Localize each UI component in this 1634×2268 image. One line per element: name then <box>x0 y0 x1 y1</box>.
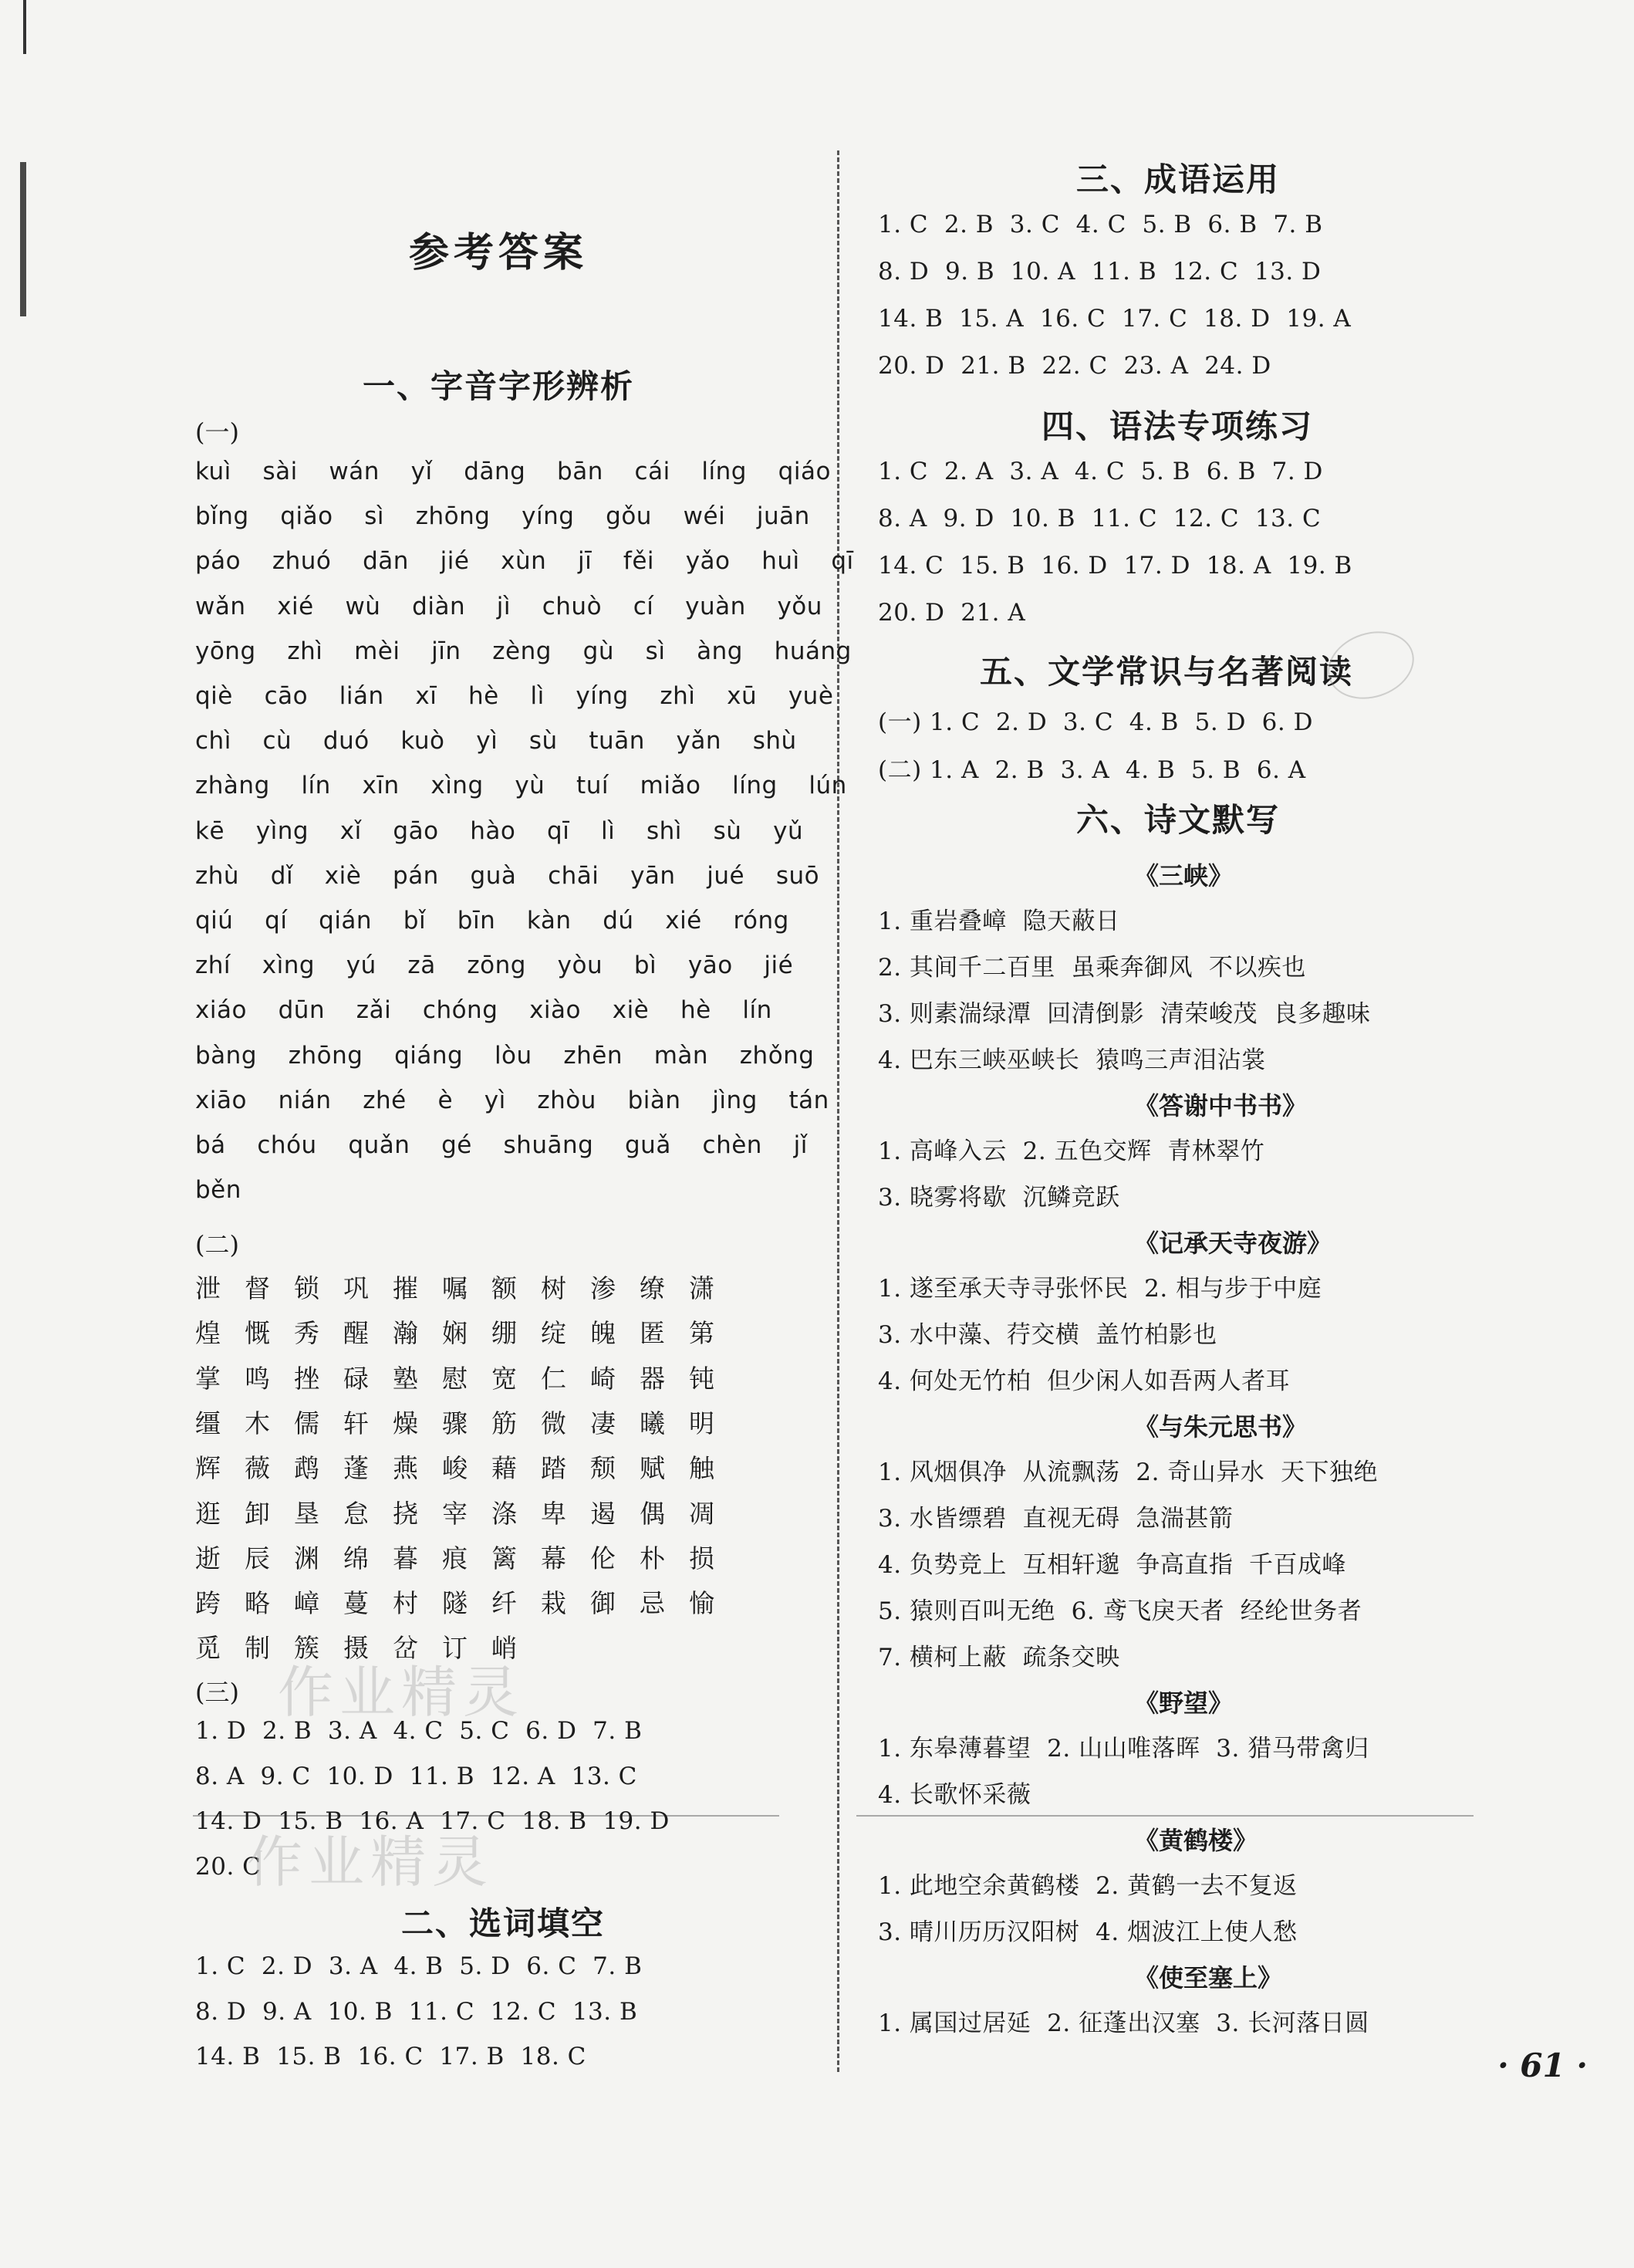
scan-line <box>856 1815 1474 1817</box>
poem-answer-line: 1. 风烟俱净 从流飘荡 2. 奇山异水 天下独绝 <box>878 1458 1378 1486</box>
subsection-label: (二) <box>195 1230 239 1259</box>
poem-answer-line: 7. 横柯上蔽 疏条交映 <box>878 1644 1120 1671</box>
page-title: 参考答案 <box>409 229 589 276</box>
poem-title: 《使至塞上》 <box>1134 1963 1283 1993</box>
subsection-label: (三) <box>195 1678 239 1707</box>
answer-line: 8. D 9. B 10. A 11. B 12. C 13. D <box>878 258 1322 286</box>
pinyin-line: yōng zhì mèi jīn zèng gù sì àng huáng <box>195 637 852 665</box>
pinyin-line: qiú qí qián bǐ bīn kàn dú xié róng <box>195 907 789 935</box>
answer-line: 1. D 2. B 3. A 4. C 5. C 6. D 7. B <box>195 1717 643 1745</box>
poem-answer-line: 3. 则素湍绿潭 回清倒影 清荣峻茂 良多趣味 <box>878 1000 1371 1028</box>
character-line: 跨略嶂蔓村隧纤栽御忌愉 <box>195 1588 738 1619</box>
answer-line: 1. C 2. B 3. C 4. C 5. B 6. B 7. B <box>878 211 1323 238</box>
poem-title: 《与朱元思书》 <box>1134 1412 1308 1442</box>
watermark: 作业精灵 <box>278 1660 525 1725</box>
character-line: 掌鸣挫碌塾慰宽仁崎器钝 <box>195 1363 738 1394</box>
character-line: 缰木儒轩燥骤筋微凄曦明 <box>195 1408 738 1438</box>
poem-answer-line: 3. 水皆缥碧 直视无碍 急湍甚箭 <box>878 1505 1234 1533</box>
section-title: 六、诗文默写 <box>1076 801 1281 839</box>
answer-line: 14. B 15. A 16. C 17. C 18. D 19. A <box>878 305 1352 333</box>
poem-answer-line: 1. 属国过居延 2. 征蓬出汉塞 3. 长河落日圆 <box>878 2009 1369 2037</box>
pinyin-line: páo zhuó dān jié xùn jī fěi yǎo huì qī <box>195 547 854 576</box>
poem-title: 《三峡》 <box>1134 861 1234 891</box>
poem-title: 《黄鹤楼》 <box>1134 1826 1258 1855</box>
pinyin-line: běn <box>195 1176 241 1205</box>
poem-title: 《答谢中书书》 <box>1134 1091 1308 1120</box>
poem-title: 《记承天寺夜游》 <box>1134 1229 1332 1258</box>
poem-answer-line: 1. 东皋薄暮望 2. 山山唯落晖 3. 猎马带禽归 <box>878 1735 1369 1763</box>
subsection-label: (一) <box>195 417 239 447</box>
pinyin-line: kuì sài wán yǐ dāng bān cái líng qiáo <box>195 458 831 485</box>
answer-line: 8. D 9. A 10. B 11. C 12. C 13. B <box>195 1997 638 2026</box>
character-line: 泄督锁巩摧嘱额树渗缭潇 <box>195 1273 738 1303</box>
poem-answer-line: 3. 晴川历历汉阳树 4. 烟波江上使人愁 <box>878 1918 1298 1946</box>
answer-line: 14. B 15. B 16. C 17. B 18. C <box>195 2043 586 2070</box>
poem-answer-line: 4. 长歌怀采薇 <box>878 1781 1031 1809</box>
answer-line: 8. A 9. D 10. B 11. C 12. C 13. C <box>878 505 1322 532</box>
page-edge-mark <box>20 162 26 316</box>
pinyin-line: bàng zhōng qiáng lòu zhēn màn zhǒng <box>195 1041 815 1070</box>
watermark: 作业精灵 <box>247 1830 495 1895</box>
poem-answer-line: 4. 巴东三峡巫峡长 猿鸣三声泪沾裳 <box>878 1046 1266 1074</box>
pinyin-line: wǎn xié wù diàn jì chuò cí yuàn yǒu <box>195 592 822 620</box>
poem-answer-line: 4. 何处无竹柏 但少闲人如吾两人者耳 <box>878 1367 1291 1395</box>
poem-answer-line: 1. 重岩叠嶂 隐天蔽日 <box>878 908 1120 935</box>
section-title: 五、文学常识与名著阅读 <box>980 653 1354 691</box>
section-title: 四、语法专项练习 <box>1042 407 1314 445</box>
poem-answer-line: 5. 猿则百叫无绝 6. 鸢飞戾天者 经纶世务者 <box>878 1597 1362 1625</box>
page-number: · 61 · <box>1497 2047 1588 2084</box>
stamp-mark <box>1319 620 1423 709</box>
pinyin-line: bǐng qiǎo sì zhōng yíng gǒu wéi juān <box>195 502 810 531</box>
answer-line: 20. D 21. A <box>878 599 1026 627</box>
character-line: 逛卸垦怠挠宰涤卑遏偶凋 <box>195 1498 738 1529</box>
answer-line: 1. C 2. A 3. A 4. C 5. B 6. B 7. D <box>878 458 1323 485</box>
pinyin-line: qiè cāo lián xī hè lì yíng zhì xū yuè <box>195 682 834 710</box>
character-line: 觅制簇摄岔订峭 <box>195 1633 541 1664</box>
pinyin-line: kē yìng xǐ gāo hào qī lì shì sù yǔ <box>195 816 804 845</box>
character-line: 煌慨秀醒瀚娴绷绽魄匿第 <box>195 1318 738 1349</box>
poem-answer-line: 3. 晓雾将歇 沉鳞竞跃 <box>878 1184 1120 1212</box>
answer-line: 20. D 21. B 22. C 23. A 24. D <box>878 352 1271 380</box>
answer-line: (二) 1. A 2. B 3. A 4. B 5. B 6. A <box>878 756 1306 784</box>
answer-line: (一) 1. C 2. D 3. C 4. B 5. D 6. D <box>878 708 1313 736</box>
poem-answer-line: 1. 遂至承天寺寻张怀民 2. 相与步于中庭 <box>878 1275 1322 1303</box>
pinyin-line: chì cù duó kuò yì sù tuān yǎn shù <box>195 727 797 755</box>
poem-answer-line: 2. 其间千二百里 虽乘奔御风 不以疾也 <box>878 954 1306 982</box>
answer-line: 1. C 2. D 3. A 4. B 5. D 6. C 7. B <box>195 1952 643 1980</box>
poem-answer-line: 1. 高峰入云 2. 五色交辉 青林翠竹 <box>878 1137 1265 1165</box>
poem-answer-line: 4. 负势竞上 互相轩邈 争高直指 千百成峰 <box>878 1551 1347 1579</box>
section-title: 一、字音字形辨析 <box>363 367 635 405</box>
section-title: 三、成语运用 <box>1076 161 1281 198</box>
pinyin-line: zhí xìng yú zā zōng yòu bì yāo jié <box>195 951 794 980</box>
section-title: 二、选词填空 <box>401 1905 606 1942</box>
answer-line: 8. A 9. C 10. D 11. B 12. A 13. C <box>195 1762 637 1790</box>
answer-line: 20. C <box>195 1852 262 1881</box>
character-line: 逝辰渊绵暮痕篱幕伦朴损 <box>195 1543 738 1573</box>
pinyin-line: zhàng lín xīn xìng yù tuí miǎo líng lún <box>195 772 847 800</box>
pinyin-line: xiāo nián zhé è yì zhòu biàn jìng tán <box>195 1086 829 1114</box>
poem-answer-line: 3. 水中藻、荇交横 盖竹柏影也 <box>878 1321 1217 1349</box>
answer-line: 14. D 15. B 16. A 17. C 18. B 19. D <box>195 1807 670 1835</box>
character-line: 辉薇鹉蓬燕峻藉踏颓赋触 <box>195 1453 738 1484</box>
poem-title: 《野望》 <box>1134 1688 1234 1718</box>
page-edge-mark <box>23 0 26 54</box>
pinyin-line: bá chóu quǎn gé shuāng guǎ chèn jǐ <box>195 1131 808 1159</box>
answer-line: 14. C 15. B 16. D 17. D 18. A 19. B <box>878 552 1352 580</box>
pinyin-line: xiáo dūn zǎi chóng xiào xiè hè lín <box>195 996 772 1025</box>
column-divider <box>837 150 839 2072</box>
pinyin-line: zhù dǐ xiè pán guà chāi yān jué suō <box>195 861 820 890</box>
poem-answer-line: 1. 此地空余黄鹤楼 2. 黄鹤一去不复返 <box>878 1872 1298 1900</box>
